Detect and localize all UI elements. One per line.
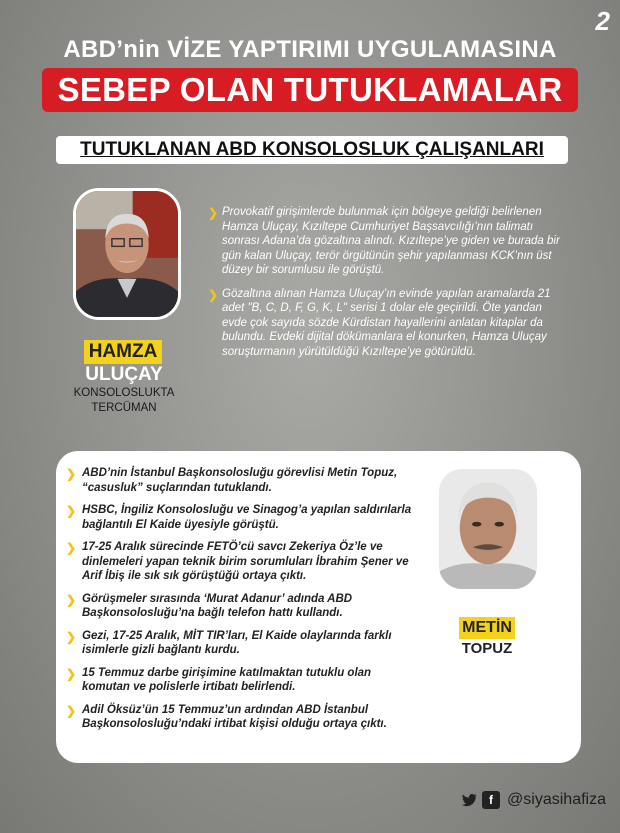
person1-role [55, 386, 193, 416]
person2-bullets [66, 466, 416, 740]
hamza-ulucay-photo [73, 188, 181, 320]
chevron-right-icon: ❯ [66, 467, 77, 481]
chevron-right-icon: ❯ [66, 703, 77, 718]
bullet-text: 15 Temmuz darbe girişimine katılmaktan tutuklu olan komutan ve polislerle irtibatı belirlendi. [82, 666, 372, 693]
list-item [66, 592, 416, 621]
list-item [66, 466, 416, 495]
page-number: 2 [595, 6, 610, 36]
person2-first-name: METİN [459, 617, 515, 639]
person1-role-line1: KONSOLOSLUKTA [73, 387, 175, 399]
bullet-text: Provokatif girişimlerde bulunmak için bölgeye geldiği belirlenen Hamza Uluçay, Kızıltepe Cumhuriyet Başsavcılığı’nın talimatı sonrası Adana’da gözaltına alındı. Kızıltepe’ye giden ve burada bir gün kalan Uluçay, terör örgütünün şehir yapılanması KCK’nın üst düzey bir sorumlusu ile görüştü. [222, 206, 560, 276]
bullet-text: Görüşmeler sırasında ‘Murat Adanur’ adında ABD Başkonsolosluğu’na bağlı telefon hattı kullandı. [82, 592, 353, 619]
person1-role-line2: TERCÜMAN [91, 402, 157, 414]
list-item [66, 503, 416, 532]
twitter-icon [460, 791, 478, 809]
chevron-right-icon: ❯ [208, 287, 219, 302]
metin-topuz-photo [436, 466, 540, 592]
person1-last-name: ULUÇAY [85, 364, 163, 385]
subtitle: TUTUKLANAN ABD KONSOLOSLUK ÇALIŞANLARI [56, 136, 568, 164]
bullet-text: HSBC, İngiliz Konsolosluğu ve Sinagog’a yapılan saldırılarla bağlantılı El Kaide üyesiyle görüştü. [82, 504, 412, 531]
list-item [66, 703, 416, 732]
person2-last-name: TOPUZ [461, 640, 513, 657]
bullet-text: 17-25 Aralık sürecinde FETÖ’cü savcı Zekeriya Öz’le ve dinlemeleri yapan teknik birim sorumluları İbrahim Şener ve Arif İbiş ile sık sık görüştüğü ortaya çıktı. [82, 541, 409, 582]
list-item [66, 666, 416, 695]
bullet-text: Gezi, 17-25 Aralık, MİT TIR’ları, El Kaide olaylarında farklı isimlerle gizli bağlantı kurdu. [82, 629, 392, 656]
bullet-text: Adil Öksüz’ün 15 Temmuz’un ardından ABD İstanbul Başkonsolosluğu’ndaki irtibat kişisi olduğu ortaya çıktı. [82, 703, 387, 730]
list-item [66, 629, 416, 658]
list-item [208, 205, 563, 278]
bullet-text: ABD’nin İstanbul Başkonsolosluğu görevlisi Metin Topuz, “casusluk” suçlarından tutuklandı. [82, 467, 398, 494]
person1-bullets [208, 205, 563, 368]
facebook-icon: f [482, 791, 500, 809]
bullet-text: Gözaltına alınan Hamza Uluçay’ın evinde yapılan aramalarda 21 adet "B, C, D, F, G, K, L" serisi 1 dolar ele geçirildi. Öte yandan evde çok sayıda sözde Kürdistan hayallerini anlatan kitaplar da bulundu. Evdeki dijital dökümanlara el konurken, Hamza Uluçay soruşturmanın yürütüldüğü Kızıltepe’ye götürüldü. [222, 287, 551, 358]
title-banner: SEBEP OLAN TUTUKLAMALAR [42, 68, 578, 112]
social-handle[interactable]: @siyasihafiza [507, 791, 606, 808]
list-item [208, 287, 563, 360]
chevron-right-icon: ❯ [66, 666, 77, 681]
chevron-right-icon: ❯ [66, 592, 77, 607]
chevron-right-icon: ❯ [66, 541, 77, 555]
chevron-right-icon: ❯ [66, 629, 77, 644]
footer [460, 791, 606, 809]
list-item [66, 540, 416, 584]
chevron-right-icon: ❯ [66, 504, 77, 518]
title-line1: ABD’nin VİZE YAPTIRIMI UYGULAMASINA [63, 36, 557, 63]
chevron-right-icon: ❯ [208, 206, 219, 220]
person1-first-name: HAMZA [84, 340, 162, 364]
